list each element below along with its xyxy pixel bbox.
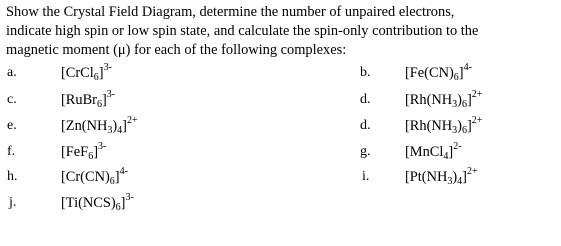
complex-formula: [MnCl$_4$]$^{2-}$	[405, 141, 462, 162]
item-letter: j.	[9, 195, 17, 210]
item-letter: h.	[7, 169, 18, 184]
item-letter: d.	[360, 92, 371, 107]
question-line: Show the Crystal Field Diagram, determine the number of unpaired electrons,	[6, 4, 455, 20]
complex-formula: $[Ti(NCS)_6]^{3-}$	[61, 192, 134, 213]
complex-formula: [RuBr$_6$]$^{3-}$	[61, 89, 116, 110]
complex-formula: [CrCl$_6$]$^{3-}$	[61, 62, 112, 83]
item-letter: c.	[7, 92, 17, 107]
item-letter: d.	[360, 118, 371, 133]
complex-formula: $[Rh(NH_3)_6]^{2+}$	[405, 89, 483, 110]
complex-formula: $[Cr(CN)_6]^{4-}$	[61, 166, 128, 187]
item-letter: e.	[7, 118, 17, 133]
item-letter: f.	[7, 144, 16, 159]
complex-formula: $[Rh(NH_3)_6]^{2+}$	[405, 115, 483, 136]
item-letter: a.	[7, 65, 17, 80]
question-text	[6, 3, 558, 60]
complex-formula: $[FeF_6]^{3-}$	[61, 141, 107, 162]
item-letter: b.	[360, 65, 371, 80]
question-line: indicate high spin or low spin state, and calculate the spin-only contribution to the	[6, 23, 479, 39]
complex-formula: $[Fe(CN)_6]^{4-}$	[405, 62, 472, 83]
item-letter: g.	[360, 144, 371, 159]
complex-formula: $[Zn(NH_3)_4]^{2+}$	[61, 115, 138, 136]
complex-formula: $[Pt(NH_3)_4]^{2+}$	[405, 166, 478, 187]
question-line: magnetic moment (μ) for each of the following complexes:	[6, 42, 347, 58]
item-letter: i.	[362, 169, 370, 184]
